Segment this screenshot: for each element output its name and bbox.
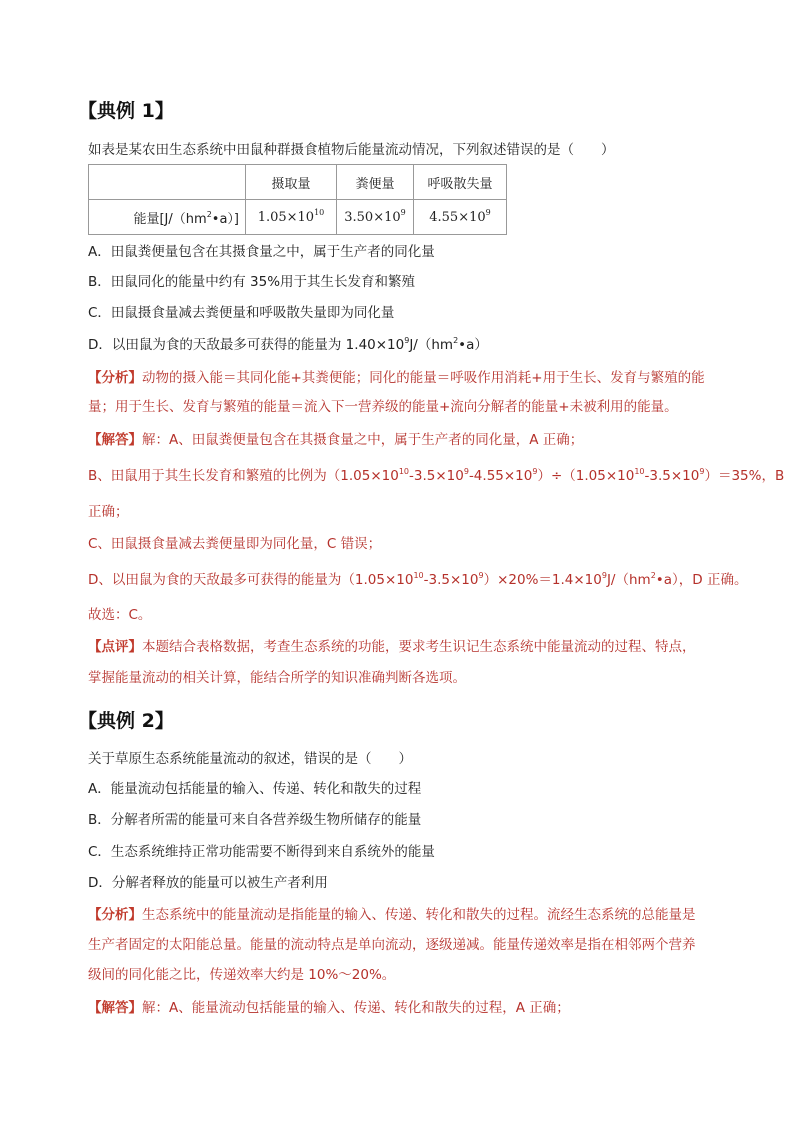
example-2-analysis-line-2: 生产者固定的太阳能总量。能量的流动特点是单向流动，逐级递减。能量传递效率是指在相邻两个营养 — [88, 937, 696, 953]
example-1-review-line-2: 掌握能量流动的相关计算，能结合所学的知识准确判断各选项。 — [88, 670, 466, 686]
answer-tag: 【解答】 — [88, 432, 142, 448]
example-1-question: 如表是某农田生态系统中田鼠种群摄食植物后能量流动情况，下列叙述错误的是（ ） — [88, 142, 615, 158]
example-1-answer-c: C、田鼠摄食量减去粪便量即为同化量，C 错误； — [88, 536, 382, 552]
example-2-analysis-line-1: 【分析】生态系统中的能量流动是指能量的输入、传递、转化和散失的过程。流经生态系统的总能量是 — [88, 907, 696, 923]
example-2-option-d: D．分解者释放的能量可以被生产者利用 — [88, 875, 328, 891]
table-header-row — [89, 165, 507, 200]
table-header-cell: 粪便量 — [337, 165, 414, 200]
example-1-answer-a: 【解答】解：A、田鼠粪便量包含在其摄食量之中，属于生产者的同化量，A 正确； — [88, 432, 584, 448]
table-row-label: 能量$[J/(hm^2•a)]$ — [89, 200, 246, 235]
energy-flow-table — [88, 164, 507, 235]
example-2-heading: 【典例 2】 — [78, 710, 174, 732]
example-1-option-b: B．田鼠同化的能量中约有 35%用于其生长发育和繁殖 — [88, 274, 416, 290]
example-1-analysis-line-1: 【分析】动物的摄入能＝其同化能+其粪便能；同化的能量＝呼吸作用消耗+用于生长、发育与繁殖的能 — [88, 370, 705, 386]
table-header-cell: 摄取量 — [246, 165, 337, 200]
table-cell-feces: $3.50\times 10^9$ — [337, 200, 414, 235]
example-1-option-a: A．田鼠粪便量包含在其摄食量之中，属于生产者的同化量 — [88, 244, 435, 260]
example-1-choice: 故选：C。 — [88, 607, 152, 623]
example-2-question: 关于草原生态系统能量流动的叙述，错误的是（ ） — [88, 751, 412, 767]
example-2-option-a: A．能量流动包括能量的输入、传递、转化和散失的过程 — [88, 781, 422, 797]
table-header-cell: 呼吸散失量 — [414, 165, 507, 200]
example-1-option-d: D．以田鼠为食的天敌最多可获得的能量为 $1.40\times 10^9J/(hm^2•a)$ — [88, 336, 488, 353]
answer-tag: 【解答】 — [88, 1000, 142, 1016]
example-1-analysis-line-2: 量；用于生长、发育与繁殖的能量＝流入下一营养级的能量+流向分解者的能量+未被利用的能量。 — [88, 399, 678, 415]
example-1-answer-b-cont: 正确； — [88, 504, 129, 520]
example-2-answer-a: 【解答】解：A、能量流动包括能量的输入、传递、转化和散失的过程，A 正确； — [88, 1000, 570, 1016]
example-2-analysis-line-3: 级间的同化能之比，传递效率大约是 10%～20%。 — [88, 967, 396, 983]
example-2-option-c: C．生态系统维持正常功能需要不断得到来自系统外的能量 — [88, 844, 435, 860]
example-1-answer-d: D、以田鼠为食的天敌最多可获得的能量为$(1.05\times 10^{10}-3.5\times 10^9)\times 20\%=1.4\times 10^9J/(hm^2•a)$，D 正确。 — [88, 571, 748, 588]
analysis-tag: 【分析】 — [88, 370, 142, 386]
review-tag: 【点评】 — [88, 639, 142, 655]
example-1-option-c: C．田鼠摄食量减去粪便量和呼吸散失量即为同化量 — [88, 305, 395, 321]
table-cell-intake: $1.05\times 10^{10}$ — [246, 200, 337, 235]
example-1-review-line-1: 【点评】本题结合表格数据，考查生态系统的功能，要求考生识记生态系统中能量流动的过程、特点， — [88, 639, 696, 655]
example-2-option-b: B．分解者所需的能量可来自各营养级生物所储存的能量 — [88, 812, 422, 828]
example-1-heading: 【典例 1】 — [78, 100, 174, 122]
table-row — [89, 200, 507, 235]
example-1-answer-b: B、田鼠用于其生长发育和繁殖的比例为$(1.05\times 10^{10}-3.5\times 10^9-4.55\times 10^9)\div(1.05\times 10^{10}-3.5\times 10^9)=35\%$，B — [88, 467, 785, 484]
table-cell-respiration: $4.55\times 10^9$ — [414, 200, 507, 235]
table-header-cell — [89, 165, 246, 200]
analysis-tag: 【分析】 — [88, 907, 142, 923]
